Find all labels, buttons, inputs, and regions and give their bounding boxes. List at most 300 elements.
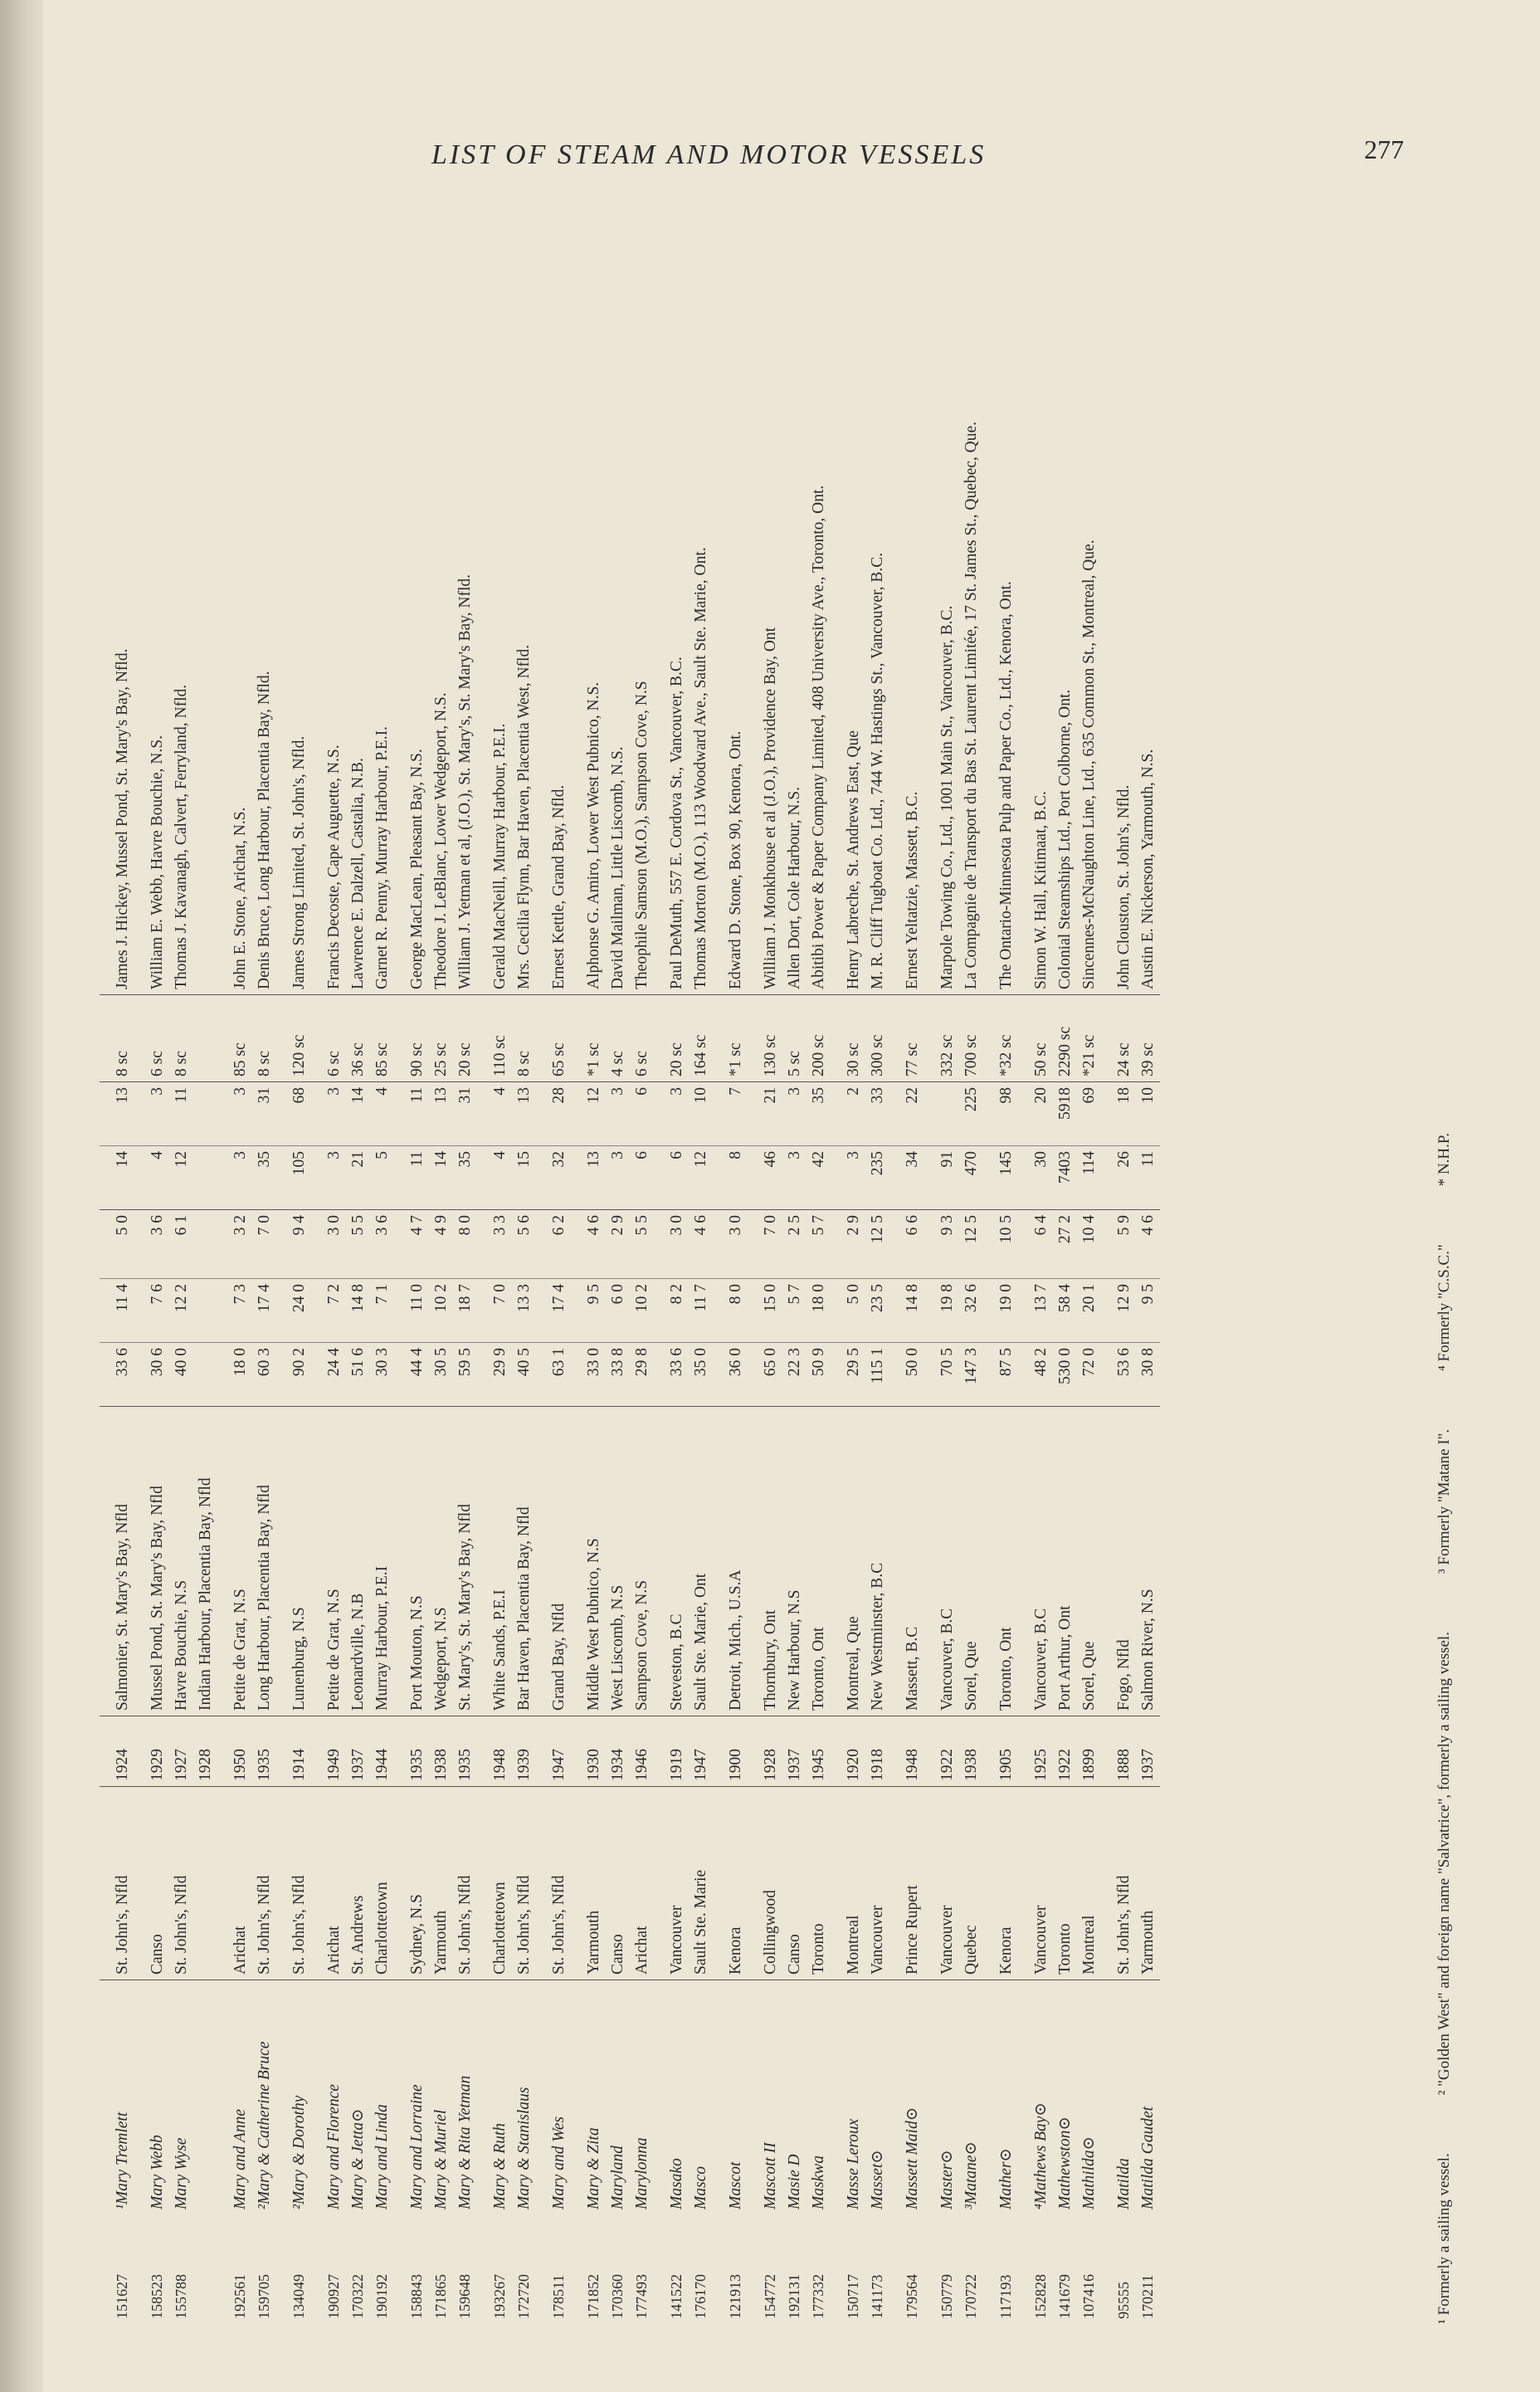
- depth-cell: 12 5: [962, 1215, 980, 1244]
- owner-address-cell: Allen Dort, Cole Harbour, N.S.: [786, 786, 803, 989]
- horsepower-cell: 8 sc: [252, 995, 276, 1082]
- breadth-cell: 7 6: [134, 1279, 169, 1343]
- official-number-cell: 121913: [727, 2274, 743, 2319]
- depth-cell: 27 2: [1056, 1215, 1074, 1244]
- horsepower-cell: 4 sc: [606, 995, 630, 1082]
- horsepower-cell: 110 sc: [477, 995, 512, 1082]
- vessel-name-cell: Mary & Muriel: [429, 1980, 453, 2215]
- year-built-cell: 1937: [346, 1716, 370, 1787]
- port-of-registry-cell: Quebec: [959, 1787, 983, 1980]
- owner-address-cell: Sincennes-McNaughton Line, Ltd., 635 Common St., Montreal, Que.: [1080, 539, 1098, 989]
- breadth-cell: 23 5: [865, 1279, 889, 1343]
- port-of-registry-cell: Toronto: [807, 1787, 831, 1980]
- footnote: * N.H.P.: [1435, 1132, 1453, 1187]
- vessel-name-cell: Mary Webb: [134, 1980, 169, 2215]
- table-row: [654, 199, 689, 2324]
- vessel-name-cell: ²Mary & Catherine Bruce: [252, 1980, 276, 2215]
- length-cell: 24 4: [311, 1343, 346, 1407]
- owner-address-cell: Austin E. Nickerson, Yarmouth, N.S.: [1139, 749, 1157, 989]
- owner-address-cell: [193, 199, 217, 995]
- official-number-cell: 159648: [456, 2274, 473, 2319]
- table-row: [630, 199, 654, 2324]
- vessel-name-cell: ⁴Mathews Bay⊙: [1018, 1980, 1053, 2215]
- register-tonnage-cell: 35: [807, 1082, 831, 1146]
- year-built-cell: 1945: [807, 1716, 831, 1787]
- year-built-cell: 1944: [370, 1716, 394, 1787]
- year-built-cell: 1948: [889, 1716, 924, 1787]
- length-cell: 70 5: [924, 1343, 959, 1407]
- official-number-cell: 193267: [491, 2274, 508, 2319]
- port-of-registry-cell: Montreal: [1077, 1787, 1101, 1980]
- year-built-cell: 1937: [1136, 1716, 1160, 1787]
- breadth-cell: 10 2: [630, 1279, 654, 1343]
- year-built-cell: 1930: [571, 1716, 606, 1787]
- official-number-cell: 158523: [149, 2274, 165, 2319]
- port-of-registry-cell: Montreal: [831, 1787, 865, 1980]
- horsepower-cell: 300 sc: [865, 995, 889, 1082]
- place-built-cell: Toronto, Ont: [983, 1407, 1018, 1716]
- table-row: [889, 199, 924, 2324]
- breadth-cell: 13 3: [512, 1279, 536, 1343]
- port-of-registry-cell: Canso: [606, 1787, 630, 1980]
- owner-address-cell: Garnet R. Penny, Murray Harbour, P.E.I.: [373, 726, 391, 989]
- breadth-cell: 14 8: [346, 1279, 370, 1343]
- depth-cell: 4 9: [432, 1215, 450, 1236]
- register-tonnage-cell: 4: [370, 1082, 394, 1146]
- breadth-cell: 13 7: [1018, 1279, 1053, 1343]
- horsepower-cell: 20 sc: [453, 995, 477, 1082]
- vessel-name-cell: Mather⊙: [983, 1980, 1018, 2215]
- gross-tonnage-cell: 3: [782, 1146, 807, 1210]
- breadth-cell: 12 9: [1101, 1279, 1136, 1343]
- port-of-registry-cell: Toronto: [1053, 1787, 1077, 1980]
- gross-tonnage-cell: 26: [1101, 1146, 1136, 1210]
- gross-tonnage-cell: 3: [606, 1146, 630, 1210]
- length-cell: 33 6: [100, 1343, 134, 1407]
- year-built-cell: 1928: [193, 1716, 217, 1787]
- depth-cell: 3 3: [491, 1215, 509, 1236]
- place-built-cell: Sampson Cove, N.S: [630, 1407, 654, 1716]
- gross-tonnage-cell: 6: [654, 1146, 689, 1210]
- place-built-cell: Mussel Pond, St. Mary's Bay, Nfld: [134, 1407, 169, 1716]
- gross-tonnage-cell: 35: [252, 1146, 276, 1210]
- breadth-cell: 12 2: [169, 1279, 193, 1343]
- vessel-name-cell: [193, 1980, 217, 2215]
- depth-cell: 4 7: [408, 1215, 426, 1236]
- place-built-cell: Indian Harbour, Placentia Bay, Nfld: [193, 1407, 217, 1716]
- depth-cell: 3 0: [727, 1215, 744, 1236]
- horsepower-cell: 8 sc: [512, 995, 536, 1082]
- table-row: [865, 199, 889, 2324]
- table-row: [217, 199, 252, 2324]
- owner-address-cell: James Strong Limited, St. John's, Nfld.: [290, 735, 308, 989]
- register-tonnage-cell: 10: [689, 1082, 713, 1146]
- breadth-cell: 7 1: [370, 1279, 394, 1343]
- port-of-registry-cell: Yarmouth: [429, 1787, 453, 1980]
- official-number-cell: 155788: [173, 2274, 189, 2319]
- vessel-name-cell: Mascot: [713, 1980, 748, 2215]
- gross-tonnage-cell: 14: [100, 1146, 134, 1210]
- port-of-registry-cell: Prince Rupert: [889, 1787, 924, 1980]
- table-row: [536, 199, 571, 2324]
- owner-address-cell: George MacLean, Pleasant Bay, N.S.: [408, 749, 426, 989]
- register-tonnage-cell: 2: [831, 1082, 865, 1146]
- table-row: [959, 199, 983, 2324]
- vessel-name-cell: Matilda: [1101, 1980, 1136, 2215]
- length-cell: 60 3: [252, 1343, 276, 1407]
- port-of-registry-cell: Yarmouth: [571, 1787, 606, 1980]
- horsepower-cell: 85 sc: [217, 995, 252, 1082]
- owner-address-cell: Edward D. Stone, Box 90, Kenora, Ont.: [727, 730, 744, 989]
- year-built-cell: 1899: [1077, 1716, 1101, 1787]
- place-built-cell: Havre Bouchie, N.S: [169, 1407, 193, 1716]
- table-row: [571, 199, 606, 2324]
- horsepower-cell: 36 sc: [346, 995, 370, 1082]
- owner-address-cell: Marpole Towing Co., Ltd., 1001 Main St., Vancouver, B.C.: [938, 605, 956, 989]
- breadth-cell: 5 0: [831, 1279, 865, 1343]
- owner-address-cell: Alphonse G. Amiro, Lower West Pubnico, N.S.: [585, 681, 602, 989]
- owner-address-cell: The Ontario-Minnesota Pulp and Paper Co., Ltd., Kenora, Ont.: [997, 581, 1015, 989]
- official-number-cell: 134049: [290, 2274, 307, 2319]
- place-built-cell: Murray Harbour, P.E.I: [370, 1407, 394, 1716]
- owner-address-cell: John E. Stone, Arichat, N.S.: [231, 807, 249, 989]
- breadth-cell: 32 6: [959, 1279, 983, 1343]
- depth-cell: 5 5: [633, 1215, 651, 1236]
- table-row: [807, 199, 831, 2324]
- owner-address-cell: Francis Decoste, Cape Auguette, N.S.: [325, 744, 343, 989]
- breadth-cell: 5 7: [782, 1279, 807, 1343]
- owner-address-cell: Henry Labreche, St. Andrews East, Que: [845, 730, 862, 989]
- vessel-name-cell: Maskwa: [807, 1980, 831, 2215]
- breadth-cell: 7 3: [217, 1279, 252, 1343]
- length-cell: 44 4: [394, 1343, 429, 1407]
- length-cell: 29 8: [630, 1343, 654, 1407]
- vessel-name-cell: Master⊙: [924, 1980, 959, 2215]
- table-row: [1077, 199, 1101, 2324]
- vessel-name-cell: Masco: [689, 1980, 713, 2215]
- place-built-cell: Sorel, Que: [959, 1407, 983, 1716]
- port-of-registry-cell: St. John's, Nfld: [1101, 1787, 1136, 1980]
- port-of-registry-cell: Canso: [134, 1787, 169, 1980]
- year-built-cell: 1939: [512, 1716, 536, 1787]
- page-number: 277: [1364, 134, 1404, 164]
- port-of-registry-cell: Charlottetown: [477, 1787, 512, 1980]
- length-cell: [193, 1343, 217, 1407]
- owner-address-cell: William E. Webb, Havre Bouchie, N.S.: [149, 735, 166, 989]
- gross-tonnage-cell: 4: [134, 1146, 169, 1210]
- official-number-cell: 177493: [633, 2274, 650, 2319]
- official-number-cell: 151627: [114, 2274, 130, 2319]
- breadth-cell: 14 8: [889, 1279, 924, 1343]
- place-built-cell: Lunenburg, N.S: [276, 1407, 311, 1716]
- depth-cell: 2 9: [845, 1215, 862, 1236]
- year-built-cell: 1938: [959, 1716, 983, 1787]
- gross-tonnage-cell: 30: [1018, 1146, 1053, 1210]
- owner-address-cell: La Compagnie de Transport du Bas St. Laurent Limitée, 17 St. James St., Quebec, Que.: [962, 421, 980, 989]
- port-of-registry-cell: [193, 1787, 217, 1980]
- depth-cell: 2 9: [609, 1215, 626, 1236]
- place-built-cell: White Sands, P.E.I: [477, 1407, 512, 1716]
- vessel-name-cell: Mary Wyse: [169, 1980, 193, 2215]
- length-cell: 51 6: [346, 1343, 370, 1407]
- official-number-cell: 154772: [762, 2274, 778, 2319]
- year-built-cell: 1920: [831, 1716, 865, 1787]
- official-number-cell: 141173: [869, 2274, 885, 2319]
- place-built-cell: St. Mary's, St. Mary's Bay, Nfld: [453, 1407, 477, 1716]
- port-of-registry-cell: St. John's, Nfld: [252, 1787, 276, 1980]
- owner-address-cell: Abitibi Power & Paper Company Limited, 408 University Ave., Toronto, Ont.: [810, 485, 827, 989]
- official-number-cell: 158843: [408, 2274, 425, 2319]
- length-cell: 72 0: [1077, 1343, 1101, 1407]
- breadth-cell: 8 2: [654, 1279, 689, 1343]
- year-built-cell: 1918: [865, 1716, 889, 1787]
- depth-cell: 3 6: [149, 1215, 166, 1236]
- year-built-cell: 1914: [276, 1716, 311, 1787]
- gross-tonnage-cell: 3: [311, 1146, 346, 1210]
- depth-cell: 4 6: [1139, 1215, 1157, 1236]
- table-row: [100, 199, 134, 2324]
- breadth-cell: 19 0: [983, 1279, 1018, 1343]
- official-number-cell: [193, 2214, 217, 2324]
- year-built-cell: 1948: [477, 1716, 512, 1787]
- register-tonnage-cell: 4: [477, 1082, 512, 1146]
- breadth-cell: 58 4: [1053, 1279, 1077, 1343]
- official-number-cell: 171865: [432, 2274, 449, 2319]
- vessel-name-cell: Mary and Anne: [217, 1980, 252, 2215]
- owner-address-cell: M. R. Cliff Tugboat Co. Ltd., 744 W. Hastings St., Vancouver, B.C.: [869, 552, 886, 989]
- register-tonnage-cell: [193, 1082, 217, 1146]
- register-tonnage-cell: 13: [100, 1082, 134, 1146]
- table-row: [477, 199, 512, 2324]
- place-built-cell: Toronto, Ont: [807, 1407, 831, 1716]
- vessel-table: [100, 199, 1160, 2324]
- vessel-name-cell: Mary & Rita Yetman: [453, 1980, 477, 2215]
- breadth-cell: 10 2: [429, 1279, 453, 1343]
- official-number-cell: 150779: [938, 2274, 955, 2319]
- page-title: LIST OF STEAM AND MOTOR VESSELS: [431, 139, 987, 170]
- length-cell: 29 5: [831, 1343, 865, 1407]
- horsepower-cell: 8 sc: [169, 995, 193, 1082]
- length-cell: 30 6: [134, 1343, 169, 1407]
- depth-cell: 3 0: [668, 1215, 685, 1236]
- table-row: [924, 199, 959, 2324]
- table-row: [394, 199, 429, 2324]
- breadth-cell: 24 0: [276, 1279, 311, 1343]
- depth-cell: 7 0: [256, 1215, 273, 1236]
- year-built-cell: 1922: [1053, 1716, 1077, 1787]
- depth-cell: 12 5: [869, 1215, 886, 1244]
- gross-tonnage-cell: 105: [276, 1146, 311, 1210]
- port-of-registry-cell: Vancouver: [865, 1787, 889, 1980]
- breadth-cell: 7 0: [477, 1279, 512, 1343]
- breadth-cell: 17 4: [252, 1279, 276, 1343]
- owner-address-cell: Simon W. Hall, Kitimaat, B.C.: [1032, 791, 1050, 989]
- year-built-cell: 1949: [311, 1716, 346, 1787]
- owner-address-cell: Ernest Kettle, Grand Bay, Nfld.: [550, 784, 568, 989]
- depth-cell: 8 0: [456, 1215, 474, 1236]
- gross-tonnage-cell: 34: [889, 1146, 924, 1210]
- register-tonnage-cell: 7: [713, 1082, 748, 1146]
- register-tonnage-cell: 31: [252, 1082, 276, 1146]
- owner-address-cell: William J. Monkhouse et al (J.O.), Providence Bay, Ont: [762, 627, 779, 989]
- breadth-cell: 9 5: [571, 1279, 606, 1343]
- port-of-registry-cell: St. John's, Nfld: [512, 1787, 536, 1980]
- year-built-cell: 1924: [100, 1716, 134, 1787]
- place-built-cell: Sorel, Que: [1077, 1407, 1101, 1716]
- table-row: [370, 199, 394, 2324]
- official-number-cell: 159705: [256, 2274, 272, 2319]
- port-of-registry-cell: Arichat: [217, 1787, 252, 1980]
- vessel-name-cell: Mathilda⊙: [1077, 1980, 1101, 2215]
- gross-tonnage-cell: 42: [807, 1146, 831, 1210]
- place-built-cell: Salmonier, St. Mary's Bay, Nfld: [100, 1407, 134, 1716]
- table-row: [782, 199, 807, 2324]
- place-built-cell: Petite de Grat, N.S: [311, 1407, 346, 1716]
- horsepower-cell: 2290 sc: [1053, 995, 1077, 1082]
- port-of-registry-cell: St. John's, Nfld: [100, 1787, 134, 1980]
- port-of-registry-cell: Vancouver: [654, 1787, 689, 1980]
- place-built-cell: Port Mouton, N.S: [394, 1407, 429, 1716]
- register-tonnage-cell: 12: [571, 1082, 606, 1146]
- register-tonnage-cell: 98: [983, 1082, 1018, 1146]
- length-cell: 33 8: [606, 1343, 630, 1407]
- gross-tonnage-cell: 235: [865, 1146, 889, 1210]
- horsepower-cell: 24 sc: [1101, 995, 1136, 1082]
- table-row: [134, 199, 169, 2324]
- owner-address-cell: Theodore J. LeBlanc, Lower Wedgeport, N.S.: [432, 692, 450, 989]
- depth-cell: 6 4: [1032, 1215, 1050, 1236]
- register-tonnage-cell: 3: [654, 1082, 689, 1146]
- year-built-cell: 1935: [394, 1716, 429, 1787]
- register-tonnage-cell: [924, 1082, 959, 1146]
- gross-tonnage-cell: 114: [1077, 1146, 1101, 1210]
- year-built-cell: 1927: [169, 1716, 193, 1787]
- vessel-name-cell: Massett Maid⊙: [889, 1980, 924, 2215]
- vessel-name-cell: Mary and Linda: [370, 1980, 394, 2215]
- register-tonnage-cell: 31: [453, 1082, 477, 1146]
- gross-tonnage-cell: 12: [169, 1146, 193, 1210]
- gross-tonnage-cell: 4: [477, 1146, 512, 1210]
- year-built-cell: 1946: [630, 1716, 654, 1787]
- place-built-cell: Grand Bay, Nfld: [536, 1407, 571, 1716]
- table-row: [1018, 199, 1053, 2324]
- length-cell: 63 1: [536, 1343, 571, 1407]
- port-of-registry-cell: Collingwood: [748, 1787, 782, 1980]
- year-built-cell: 1950: [217, 1716, 252, 1787]
- horsepower-cell: 6 sc: [630, 995, 654, 1082]
- gross-tonnage-cell: 14: [429, 1146, 453, 1210]
- official-number-cell: 190927: [325, 2274, 342, 2319]
- register-tonnage-cell: 22: [889, 1082, 924, 1146]
- vessel-table-body: [100, 199, 1160, 2324]
- official-number-cell: 178511: [550, 2274, 567, 2319]
- table-row: [193, 199, 217, 2324]
- place-built-cell: Steveston, B.C: [654, 1407, 689, 1716]
- owner-address-cell: Ernest Yeltatzie, Massett, B.C.: [904, 791, 921, 989]
- footnote: ¹ Formerly a sailing vessel.: [1435, 2153, 1453, 2324]
- vessel-name-cell: ³Matane⊙: [959, 1980, 983, 2215]
- place-built-cell: Vancouver, B.C: [1018, 1407, 1053, 1716]
- depth-cell: 7 0: [762, 1215, 779, 1236]
- register-tonnage-cell: 68: [276, 1082, 311, 1146]
- port-of-registry-cell: Kenora: [713, 1787, 748, 1980]
- length-cell: 147 3: [959, 1343, 983, 1407]
- horsepower-cell: 85 sc: [370, 995, 394, 1082]
- depth-cell: 3 0: [325, 1215, 343, 1236]
- register-tonnage-cell: 14: [346, 1082, 370, 1146]
- place-built-cell: Thornbury, Ont: [748, 1407, 782, 1716]
- depth-cell: 9 4: [290, 1215, 308, 1236]
- length-cell: 22 3: [782, 1343, 807, 1407]
- horsepower-cell: 8 sc: [100, 995, 134, 1082]
- register-tonnage-cell: 13: [512, 1082, 536, 1146]
- official-number-cell: 192561: [231, 2274, 248, 2319]
- place-built-cell: Wedgeport, N.S: [429, 1407, 453, 1716]
- breadth-cell: 9 5: [1136, 1279, 1160, 1343]
- register-tonnage-cell: 5918: [1053, 1082, 1077, 1146]
- owner-address-cell: Mrs. Cecilia Flynn, Bar Haven, Placentia West, Nfld.: [515, 644, 533, 989]
- place-built-cell: Port Arthur, Ont: [1053, 1407, 1077, 1716]
- gross-tonnage-cell: 145: [983, 1146, 1018, 1210]
- place-built-cell: Middle West Pubnico, N.S: [571, 1407, 606, 1716]
- owner-address-cell: Lawrence E. Dalzell, Castalia, N.B.: [349, 758, 367, 989]
- official-number-cell: 170722: [962, 2274, 979, 2319]
- vessel-name-cell: Mary and Wes: [536, 1980, 571, 2215]
- depth-cell: 4 6: [585, 1215, 602, 1236]
- official-number-cell: 170322: [349, 2274, 366, 2319]
- table-row: [429, 199, 453, 2324]
- breadth-cell: [193, 1279, 217, 1343]
- place-built-cell: Long Harbour, Placentia Bay, Nfld: [252, 1407, 276, 1716]
- breadth-cell: 18 7: [453, 1279, 477, 1343]
- length-cell: 33 6: [654, 1343, 689, 1407]
- year-built-cell: 1934: [606, 1716, 630, 1787]
- gross-tonnage-cell: 13: [571, 1146, 606, 1210]
- port-of-registry-cell: St. John's, Nfld: [276, 1787, 311, 1980]
- vessel-name-cell: Maryland: [606, 1980, 630, 2215]
- place-built-cell: Montreal, Que: [831, 1407, 865, 1716]
- owner-address-cell: Colonial Steamships Ltd., Port Colborne, Ont.: [1056, 689, 1074, 989]
- vessel-name-cell: Masako: [654, 1980, 689, 2215]
- vessel-name-cell: Mary & Ruth: [477, 1980, 512, 2215]
- register-tonnage-cell: 3: [782, 1082, 807, 1146]
- gross-tonnage-cell: [193, 1146, 217, 1210]
- gross-tonnage-cell: 6: [630, 1146, 654, 1210]
- depth-cell: 2 5: [786, 1215, 803, 1236]
- register-tonnage-cell: 6: [630, 1082, 654, 1146]
- table-row: [713, 199, 748, 2324]
- breadth-cell: 11 0: [394, 1279, 429, 1343]
- length-cell: 59 5: [453, 1343, 477, 1407]
- horsepower-cell: 200 sc: [807, 995, 831, 1082]
- depth-cell: 3 2: [231, 1215, 249, 1236]
- binding-gutter: [0, 0, 43, 2392]
- place-built-cell: Salmon River, N.S: [1136, 1407, 1160, 1716]
- table-row: [689, 199, 713, 2324]
- length-cell: 65 0: [748, 1343, 782, 1407]
- register-tonnage-cell: 69: [1077, 1082, 1101, 1146]
- place-built-cell: West Liscomb, N.S: [606, 1407, 630, 1716]
- table-row: [606, 199, 630, 2324]
- breadth-cell: 6 0: [606, 1279, 630, 1343]
- register-tonnage-cell: 225: [959, 1082, 983, 1146]
- port-of-registry-cell: Yarmouth: [1136, 1787, 1160, 1980]
- register-tonnage-cell: 18: [1101, 1082, 1136, 1146]
- horsepower-cell: 164 sc: [689, 995, 713, 1082]
- owner-address-cell: Thomas Morton (M.O.), 113 Woodward Ave., Sault Ste. Marie, Ont.: [692, 547, 709, 989]
- length-cell: 87 5: [983, 1343, 1018, 1407]
- register-tonnage-cell: 10: [1136, 1082, 1160, 1146]
